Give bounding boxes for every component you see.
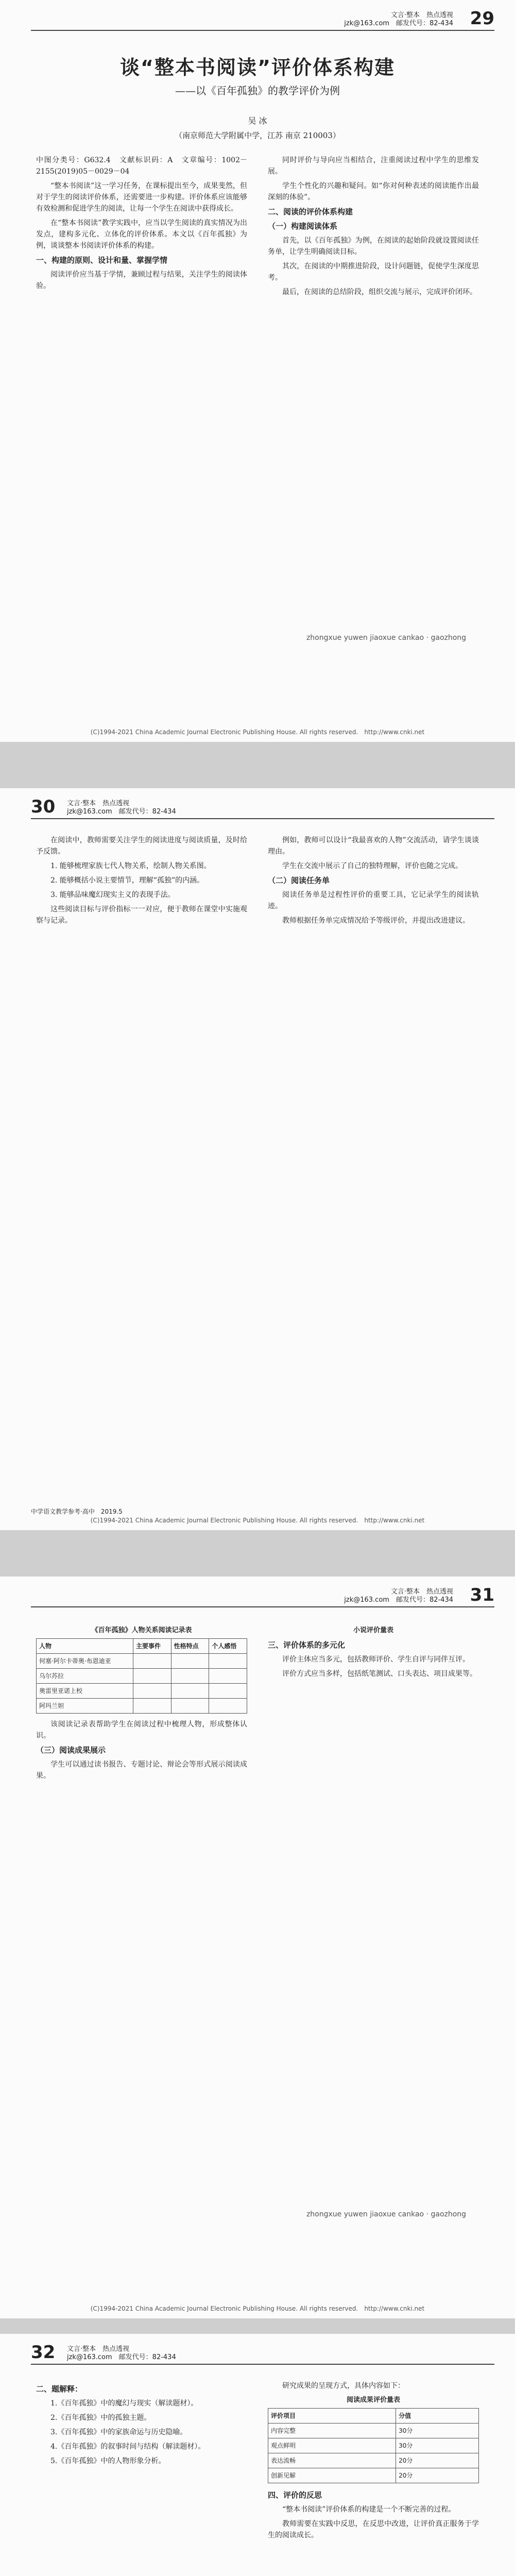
list-item: 2. 能够概括小说主要情节，理解“孤独”的内涵。 [50, 876, 204, 885]
pinyin-footer: zhongxue yuwen jiaoxue cankao · gaozhong [306, 634, 467, 642]
page-gap [0, 742, 515, 788]
table-title: 小说评价量表 [353, 1626, 393, 1634]
subsection-heading: （三）阅读成果展示 [36, 1745, 106, 1755]
table-header: 个人感悟 [209, 1639, 247, 1654]
page-gap [0, 1530, 515, 1577]
paragraph: 研究成果的呈现方式，具体内容如下： [282, 2382, 405, 2390]
paragraph: 教师需要在实践中反思，在反思中改进，让评价真正服务于学生的阅读成长。 [268, 2520, 479, 2539]
table-row: 何塞·阿尔卡蒂奥·布恩迪亚 [37, 1654, 247, 1669]
table-row: 观点鲜明 30分 [268, 2438, 479, 2453]
page-32 [0, 2334, 515, 2576]
page-30 [0, 788, 515, 1530]
column-right [268, 2380, 479, 2576]
reading-record-table [36, 1638, 247, 1714]
pinyin-footer: zhongxue yuwen jiaoxue cankao · gaozhong [306, 2210, 467, 2218]
paragraph: “整本书阅读”这一学习任务，在课标提出至今，成果斐然，但对于学生的阅读评价体系，还需要进一步构建。评价体系应该能够有效检测和促进学生的阅读，让每一个学生在阅读中获得成长。 [36, 182, 247, 213]
paragraph: 该阅读记录表帮助学生在阅读过程中梳理人物，形成整体认识。 [36, 1720, 247, 1740]
paragraph: 阅读评价应当基于学情，兼顾过程与结果，关注学生的阅读体验。 [36, 270, 247, 290]
table-row: 阿玛兰妲 [37, 1699, 247, 1714]
section-heading: 四、评价的反思 [268, 2490, 322, 2500]
paragraph: 首先，以《百年孤独》为例，在阅读的起始阶段就设置阅读任务单，让学生明确阅读目标。 [268, 236, 479, 256]
table-header: 性格特点 [171, 1639, 209, 1654]
paragraph: 例如，教师可以设计“我最喜欢的人物”交流活动，请学生谈谈理由。 [268, 836, 479, 856]
table-title: 阅读成果评价量表 [346, 2396, 400, 2404]
paragraph: 学生个性化的兴趣和疑问。如“你对何种表述的阅读能作出最深刻的体验”。 [268, 182, 479, 201]
paragraph: 同时评价与导向应当相结合，注重阅读过程中学生的思维发展。 [268, 156, 479, 176]
list-item: 3. 能够品味魔幻现实主义的表现手法。 [50, 891, 175, 899]
header-meta: 文言·整本 热点透视 jzk@163.com 邮发代号：82-434 [67, 2345, 176, 2361]
page-header [31, 795, 494, 819]
page-29 [0, 0, 515, 742]
page-number: 29 [470, 8, 494, 29]
author: 吴 冰 [248, 116, 267, 126]
column-right [268, 155, 479, 618]
column-right [268, 1623, 479, 2190]
assessment-table [268, 2408, 479, 2483]
list-item: 3.《百年孤独》中的家族命运与历史隐喻。 [50, 2428, 187, 2436]
page-header [31, 2341, 494, 2365]
page-header [31, 1584, 494, 1607]
page-header [31, 7, 494, 31]
copyright: (C)1994-2021 China Academic Journal Electronic Publishing House. All rights reserved. http://www.cnki.net [90, 728, 425, 736]
copyright: (C)1994-2021 China Academic Journal Electronic Publishing House. All rights reserved. http://www.cnki.net [90, 2305, 425, 2312]
list-item: 1.《百年孤独》中的魔幻与现实（解读题材）。 [50, 2399, 198, 2408]
column-right [268, 835, 479, 1494]
paragraph: 评价方式应当多样，包括纸笔测试、口头表达、项目成果等。 [282, 1670, 477, 1678]
copyright: (C)1994-2021 China Academic Journal Electronic Publishing House. All rights reserved. http://www.cnki.net [90, 1517, 425, 1524]
column-left [36, 1623, 247, 2190]
article-subtitle: ——以《百年孤独》的教学评价为例 [175, 84, 340, 97]
subsection-heading: （二）阅读任务单 [268, 876, 330, 885]
paragraph: 在“整本书阅读”教学实践中，应当以学生阅读的真实情况为出发点，建构多元化、立体化的评价体系。本文以《百年孤独》为例，谈谈整本书阅读评价体系的构建。 [36, 219, 247, 250]
paragraph: 学生可以通过读书报告、专题讨论、辩论会等形式展示阅读成果。 [36, 1760, 247, 1780]
paragraph: 中图分类号：G632.4 文献标识码：A 文章编号：1002－2155(2019)05－0029－04 [36, 156, 247, 176]
column-left [36, 155, 247, 618]
table-title: 《百年孤独》人物关系阅读记录表 [91, 1626, 192, 1634]
column-left [36, 835, 247, 1494]
page-number: 32 [31, 2342, 56, 2363]
paragraph: 评价主体应当多元，包括教师评价、学生自评与同伴互评。 [282, 1655, 470, 1664]
table-header: 评价项目 [268, 2409, 396, 2424]
table-header: 人物 [37, 1639, 133, 1654]
paragraph: 这些阅读目标与评价指标一一对应，便于教师在课堂中实施观察与记录。 [36, 905, 247, 925]
table-row: 奥雷里亚诺上校 [37, 1684, 247, 1699]
paragraph: 最后，在阅读的总结阶段，组织交流与展示，完成评价闭环。 [282, 288, 477, 296]
table-header: 分值 [396, 2409, 479, 2424]
section-heading: 二、题解释： [36, 2384, 83, 2394]
table-header: 主要事件 [133, 1639, 171, 1654]
table-row: 表达流畅 20分 [268, 2453, 479, 2468]
page-number: 30 [31, 796, 56, 817]
table-row: 乌尔苏拉 [37, 1669, 247, 1684]
section-heading: 三、评价体系的多元化 [268, 1640, 346, 1650]
header-meta: 文言·整本 热点透视 jzk@163.com 邮发代号：82-434 [344, 1588, 453, 1604]
table-row: 创新见解 20分 [268, 2468, 479, 2483]
list-item: 1. 能够梳理家族七代人物关系，绘制人物关系图。 [50, 862, 211, 870]
affiliation: （南京师范大学附属中学，江苏 南京 210003） [175, 131, 340, 140]
section-heading: 二、阅读的评价体系构建 [268, 207, 353, 216]
header-meta: 文言·整本 热点透视 jzk@163.com 邮发代号：82-434 [344, 11, 453, 27]
header-meta: 文言·整本 热点透视 jzk@163.com 邮发代号：82-434 [67, 800, 176, 816]
paragraph: “整本书阅读”评价体系的构建是一个不断完善的过程。 [282, 2505, 456, 2514]
paragraph: 阅读任务单是过程性评价的重要工具，它记录学生的阅读轨迹。 [268, 891, 479, 910]
article-title: 谈“整本书阅读”评价体系构建 [120, 56, 395, 79]
list-item: 2.《百年孤独》中的孤独主题。 [50, 2414, 151, 2422]
paragraph: 教师根据任务单完成情况给予等级评价，并提出改进建议。 [282, 917, 470, 925]
section-heading: 一、构建的原则、设计和量、掌握学情 [36, 256, 168, 265]
paragraph: 其次，在阅读的中期推进阶段，设计问题链，促使学生深度思考。 [268, 262, 479, 282]
table-row: 内容完整 30分 [268, 2424, 479, 2438]
page-number: 31 [470, 1585, 494, 1605]
column-left [36, 2380, 247, 2576]
paragraph: 在阅读中，教师需要关注学生的阅读进度与阅读质量，及时给予反馈。 [36, 836, 247, 856]
list-item: 4.《百年孤独》的叙事时间与结构（解读题材）。 [50, 2443, 205, 2451]
list-item: 5.《百年孤独》中的人物形象分析。 [50, 2457, 166, 2465]
subsection-heading: （一）构建阅读体系 [268, 222, 338, 231]
page-31 [0, 1577, 515, 2318]
paragraph: 学生在交流中展示了自己的独特理解，评价也随之完成。 [282, 862, 462, 870]
page-footer: 中学语文教学参考·高中 2019.5 [31, 1508, 123, 1515]
